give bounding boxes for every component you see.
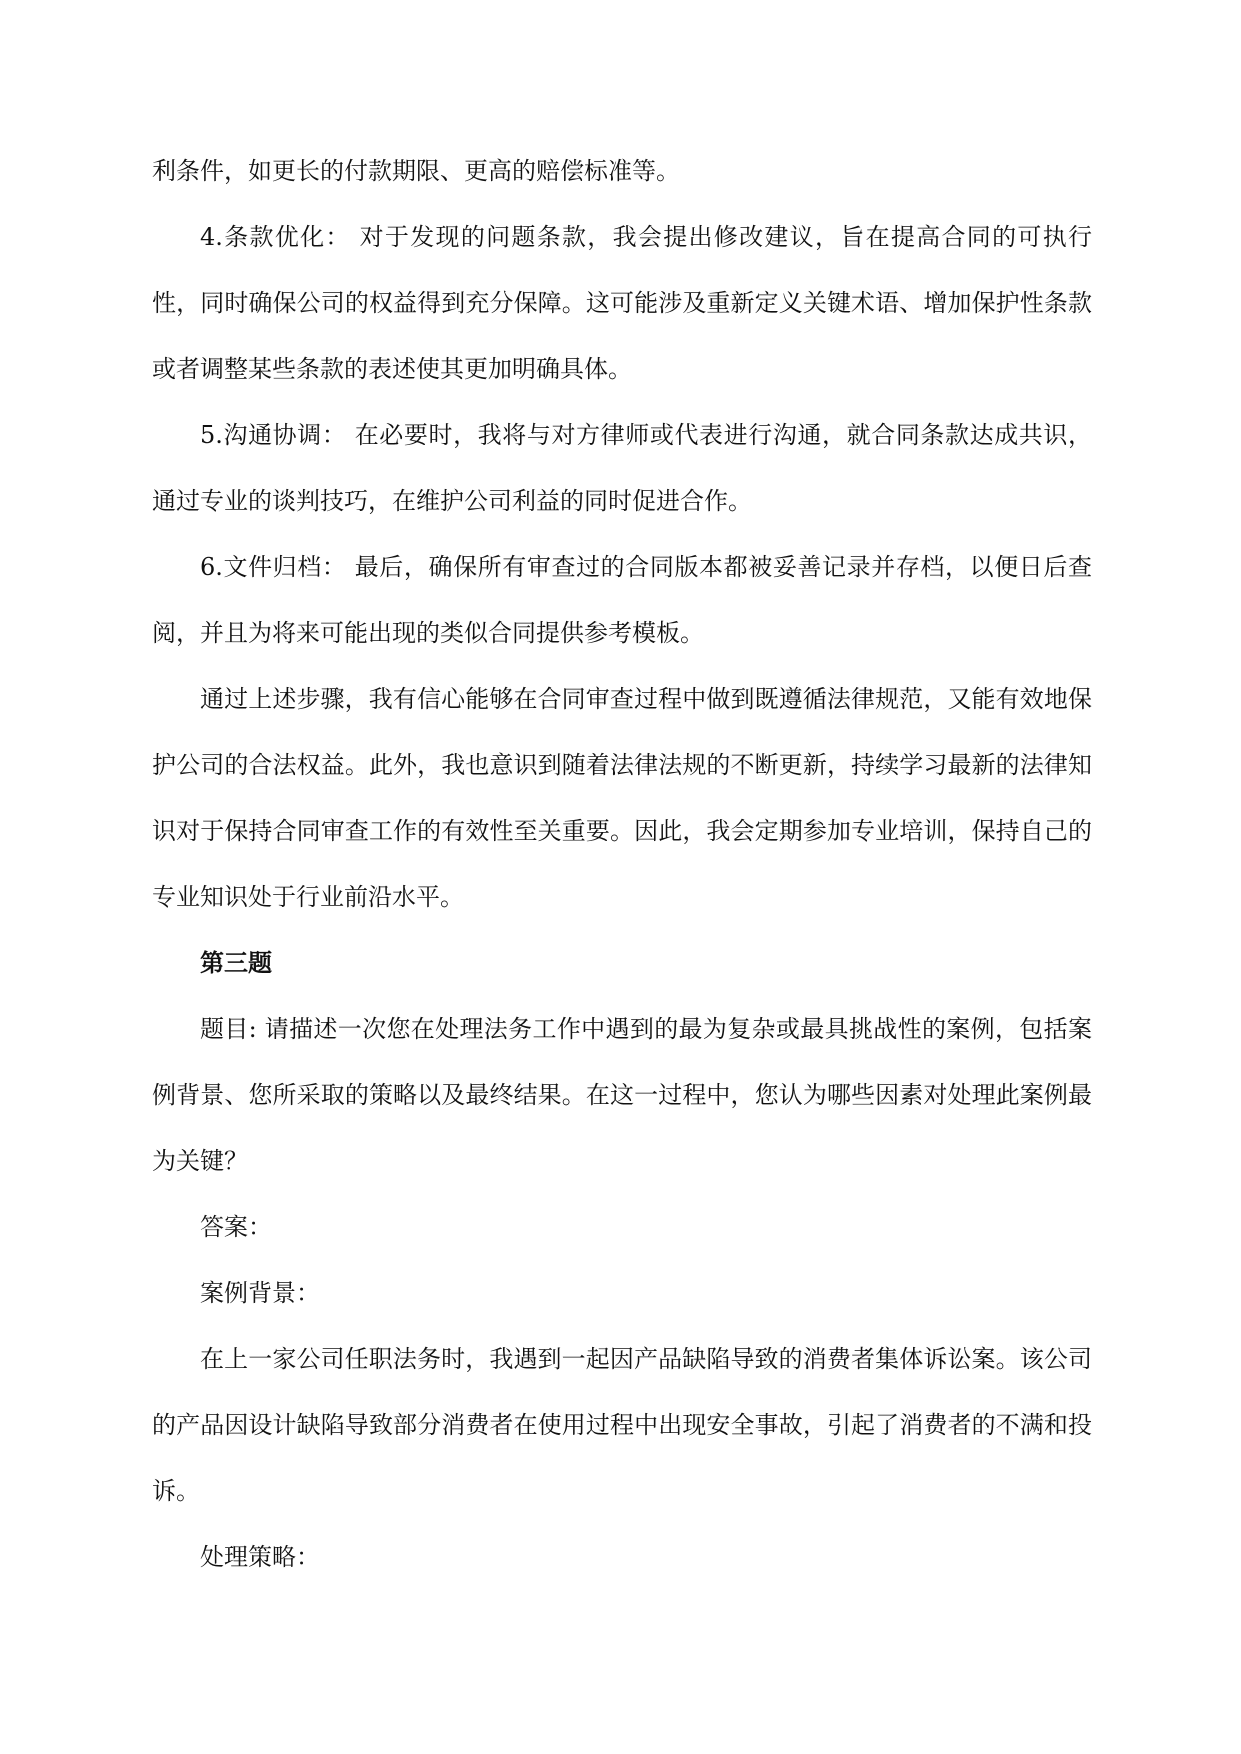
case-background-label: 案例背景： bbox=[200, 1279, 320, 1307]
paragraph-continued: 利条件，如更长的付款期限、更高的赔偿标准等。 bbox=[152, 157, 680, 185]
document-body bbox=[152, 138, 1092, 1590]
section-heading: 第三题 bbox=[200, 948, 272, 977]
paragraph-communication: 5.沟通协调： 在必要时，我将与对方律师或代表进行沟通，就合同条款达成共识，通过专业的谈判技巧，在维护公司利益的同时促进合作。 bbox=[152, 421, 1092, 515]
case-background-text: 在上一家公司任职法务时，我遇到一起因产品缺陷导致的消费者集体诉讼案。该公司的产品因设计缺陷导致部分消费者在使用过程中出现安全事故，引起了消费者的不满和投诉。 bbox=[152, 1345, 1092, 1505]
strategy-label: 处理策略： bbox=[200, 1543, 320, 1571]
paragraph-clause-optimization: 4.条款优化： 对于发现的问题条款，我会提出修改建议，旨在提高合同的可执行性，同时确保公司的权益得到充分保障。这可能涉及重新定义关键术语、增加保护性条款或者调整某些条款的表述使其更加明确具体。 bbox=[152, 223, 1092, 383]
paragraph-archiving: 6.文件归档： 最后，确保所有审查过的合同版本都被妥善记录并存档，以便日后查阅，并且为将来可能出现的类似合同提供参考模板。 bbox=[152, 553, 1092, 647]
question-text: 题目: 请描述一次您在处理法务工作中遇到的最为复杂或最具挑战性的案例，包括案例背景、您所采取的策略以及最终结果。在这一过程中，您认为哪些因素对处理此案例最为关键？ bbox=[152, 1015, 1092, 1175]
paragraph-summary: 通过上述步骤，我有信心能够在合同审查过程中做到既遵循法律规范，又能有效地保护公司的合法权益。此外，我也意识到随着法律法规的不断更新，持续学习最新的法律知识对于保持合同审查工作的有效性至关重要。因此，我会定期参加专业培训，保持自己的专业知识处于行业前沿水平。 bbox=[152, 685, 1092, 911]
answer-label: 答案： bbox=[200, 1213, 272, 1241]
